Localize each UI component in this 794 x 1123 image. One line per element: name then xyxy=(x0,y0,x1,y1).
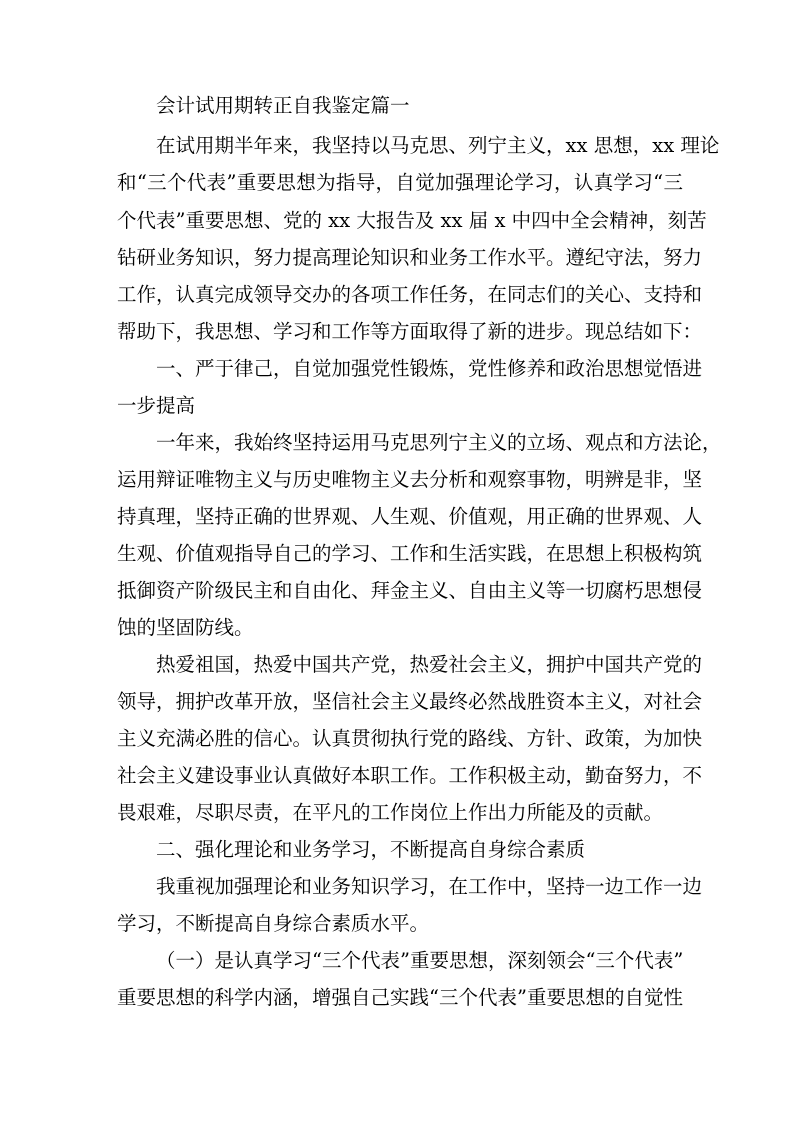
paragraph-line: 抵御资产阶级民主和自由化、拜金主义、自由主义等一切腐朽思想侵 xyxy=(117,579,703,602)
paragraph-line: 持真理，坚持正确的世界观、人生观、价值观，用正确的世界观、人 xyxy=(117,505,703,528)
paragraph-line: 生观、价值观指导自己的学习、工作和生活实践，在思想上积极构筑 xyxy=(117,542,703,565)
paragraph-line: 主义充满必胜的信心。认真贯彻执行党的路线、方针、政策，为加快 xyxy=(117,727,703,750)
paragraph-line: 个代表”重要思想、党的 xx 大报告及 xx 届 x 中四中全会精神，刻苦 xyxy=(117,209,707,232)
paragraph-line: 社会主义建设事业认真做好本职工作。工作积极主动，勤奋努力，不 xyxy=(117,764,703,787)
document-title: 会计试用期转正自我鉴定篇一 xyxy=(156,94,410,117)
paragraph-line: 和“三个代表”重要思想为指导，自觉加强理论学习，认真学习“三 xyxy=(117,171,683,194)
paragraph-line: 重要思想的科学内涵，增强自己实践“三个代表”重要思想的自觉性 xyxy=(117,986,683,1009)
section-heading-line: 二、强化理论和业务学习，不断提高自身综合素质 xyxy=(156,838,586,861)
paragraph-line: 学习，不断提高自身综合素质水平。 xyxy=(117,912,430,935)
paragraph-line: 钻研业务知识，努力提高理论知识和业务工作水平。遵纪守法，努力 xyxy=(117,246,703,269)
paragraph-line: 在试用期半年来，我坚持以马克思、列宁主义，xx 思想，xx 理论 xyxy=(156,134,720,157)
paragraph-line: 畏艰难，尽职尽责，在平凡的工作岗位上作出力所能及的贡献。 xyxy=(117,801,664,824)
paragraph-line: 我重视加强理论和业务知识学习，在工作中，坚持一边工作一边 xyxy=(156,875,703,898)
paragraph-line: 帮助下，我思想、学习和工作等方面取得了新的进步。现总结如下： xyxy=(117,320,703,343)
paragraph-line: （一）是认真学习“三个代表”重要思想，深刻领会“三个代表” xyxy=(156,949,684,972)
paragraph-line: 蚀的坚固防线。 xyxy=(117,616,254,639)
paragraph-line: 工作，认真完成领导交办的各项工作任务，在同志们的关心、支持和 xyxy=(117,283,703,306)
paragraph-line: 一年来，我始终坚持运用马克思列宁主义的立场、观点和方法论， xyxy=(156,431,722,454)
paragraph-line: 运用辩证唯物主义与历史唯物主义去分析和观察事物，明辨是非，坚 xyxy=(117,468,703,491)
paragraph-line: 领导，拥护改革开放，坚信社会主义最终必然战胜资本主义，对社会 xyxy=(117,690,703,713)
section-heading-line: 一步提高 xyxy=(117,394,196,417)
section-heading-line: 一、严于律己，自觉加强党性锻炼，党性修养和政治思想觉悟进 xyxy=(156,357,703,380)
paragraph-line: 热爱祖国，热爱中国共产党，热爱社会主义，拥护中国共产党的 xyxy=(156,653,703,676)
